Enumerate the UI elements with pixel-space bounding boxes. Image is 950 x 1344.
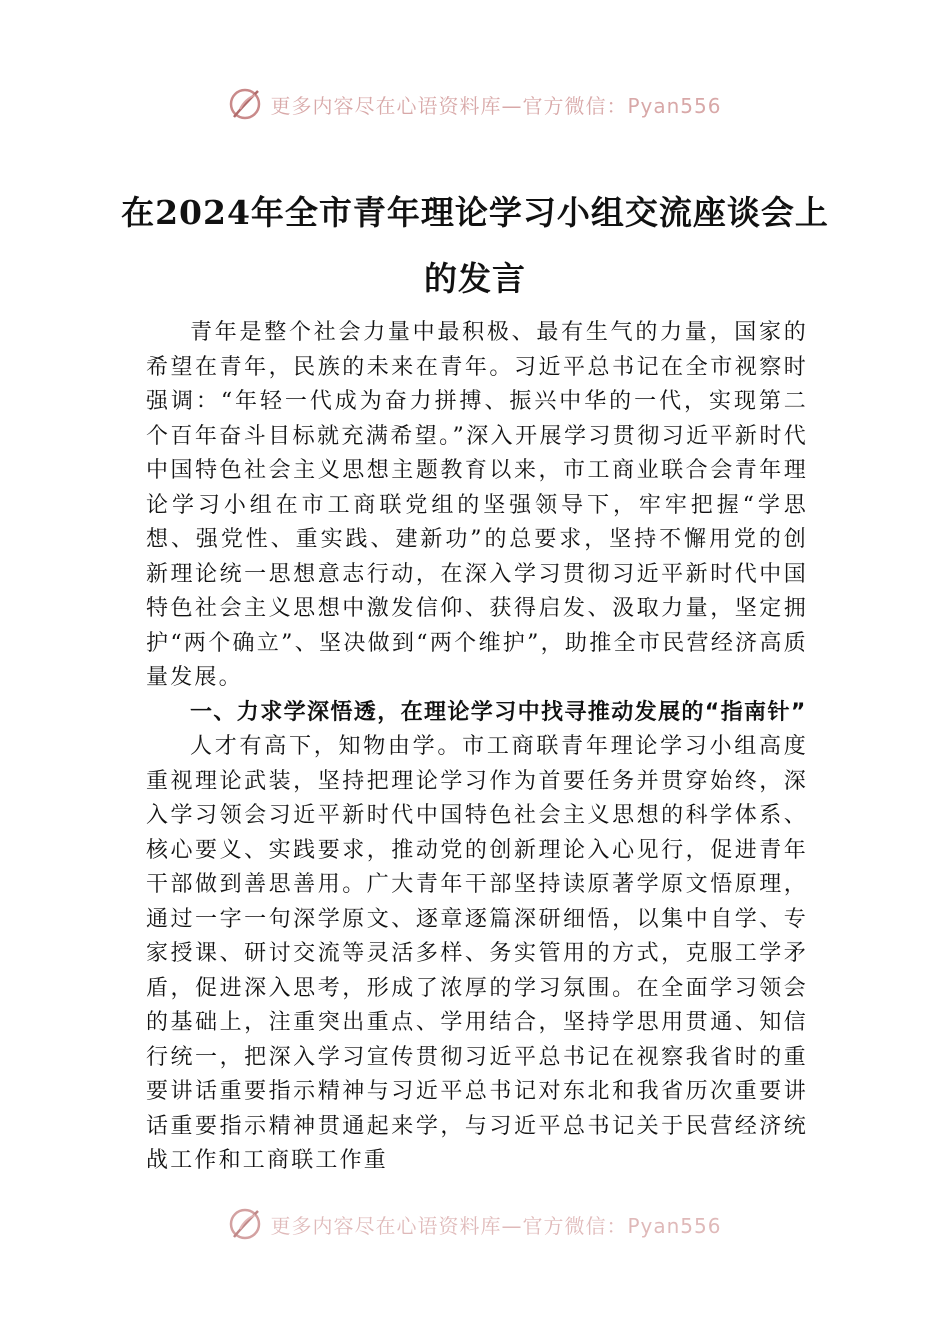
section-1-paragraph: 人才有高下，知物由学。市工商联青年理论学习小组高度重视理论武装，坚持把理论学习作为首要任务并贯穿始终，深入学习领会习近平新时代中国特色社会主义思想的科学体系、核心要义、实践要求，推动党的创新理论入心见行，促进青年干部做到善思善用。广大青年干部坚持读原著学原文悟原理，通过一字一句深学原文、逐章逐篇深研细悟，以集中自学、专家授课、研讨交流等灵活多样、务实管用的方式，克服工学矛盾，促进深入思考，形成了浓厚的学习氛围。在全面学习领会的基础上，注重突出重点、学用结合，坚持学思用贯通、知信行统一，把深入学习宣传贯彻习近平总书记在视察我省时的重要讲话重要指示精神与习近平总书记对东北和我省历次重要讲话重要指示精神贯通起来学，与习近平总书记关于民营经济统战工作和工商联工作重: [146, 734, 808, 1173]
watermark-text: 更多内容尽在心语资料库—官方微信：Pyan556: [270, 93, 722, 118]
section-heading-1: 一、力求学深悟透，在理论学习中找寻推动发展的“指南针”: [190, 699, 807, 725]
feather-logo-icon: [228, 1207, 262, 1241]
document-title: 在2024年全市青年理论学习小组交流座谈会上的发言: [121, 193, 829, 298]
watermark-footer: [0, 1204, 950, 1244]
feather-logo-icon: [228, 87, 262, 121]
watermark-text: 更多内容尽在心语资料库—官方微信：Pyan556: [270, 1213, 722, 1238]
watermark-header: [0, 84, 950, 124]
document-body: [146, 316, 808, 1179]
intro-paragraph: 青年是整个社会力量中最积极、最有生气的力量，国家的希望在青年，民族的未来在青年。习近平总书记在全市视察时强调：“年轻一代成为奋力拼搏、振兴中华的一代，实现第二个百年奋斗目标就充满希望。”深入开展学习贯彻习近平新时代中国特色社会主义思想主题教育以来，市工商业联合会青年理论学习小组在市工商联党组的坚强领导下，牢牢把握“学思想、强党性、重实践、建新功”的总要求，坚持不懈用党的创新理论统一思想意志行动，在深入学习贯彻习近平新时代中国特色社会主义思想中激发信仰、获得启发、汲取力量，坚定拥护“两个确立”、坚决做到“两个维护”，助推全市民营经济高质量发展。: [146, 320, 808, 690]
